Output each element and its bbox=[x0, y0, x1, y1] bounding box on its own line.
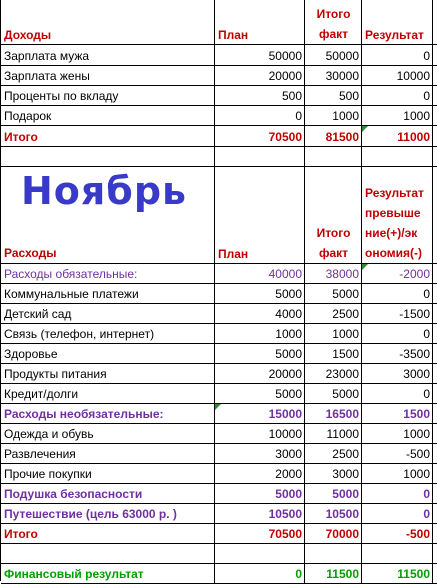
travel-result[interactable]: 0 bbox=[362, 504, 433, 524]
expense-row-name[interactable]: Кредит/долги bbox=[1, 384, 215, 404]
expense-row-fact[interactable]: 1500 bbox=[305, 344, 362, 364]
income-row-name[interactable]: Проценты по вкладу bbox=[1, 86, 215, 106]
edge-cell bbox=[433, 484, 437, 504]
expense-row-name[interactable]: Здоровье bbox=[1, 344, 215, 364]
income-row-result[interactable]: 0 bbox=[362, 45, 433, 66]
income-row-fact[interactable]: 30000 bbox=[305, 66, 362, 86]
optional-group-result[interactable]: 1500 bbox=[362, 404, 433, 424]
expense-row-result[interactable]: 0 bbox=[362, 284, 433, 304]
expense-row-plan[interactable]: 5000 bbox=[215, 344, 305, 364]
expense-row-plan[interactable]: 20000 bbox=[215, 364, 305, 384]
expense-row-fact[interactable]: 3000 bbox=[305, 464, 362, 484]
edge-cell bbox=[433, 384, 437, 404]
expense-row-plan[interactable]: 1000 bbox=[215, 324, 305, 344]
edge-cell bbox=[433, 364, 437, 384]
income-header-fact[interactable]: Итого факт bbox=[305, 0, 362, 45]
edge-cell bbox=[433, 106, 437, 126]
income-header-plan[interactable]: План bbox=[215, 0, 305, 45]
month-title: Ноябрь bbox=[21, 169, 188, 213]
expense-row-name[interactable]: Одежда и обувь bbox=[1, 424, 215, 444]
expense-row-plan[interactable]: 5000 bbox=[215, 384, 305, 404]
travel-plan[interactable]: 10500 bbox=[215, 504, 305, 524]
mandatory-group-fact[interactable]: 38000 bbox=[305, 264, 362, 284]
expense-row-result[interactable]: 3000 bbox=[362, 364, 433, 384]
edge-cell bbox=[433, 344, 437, 364]
edge-cell bbox=[433, 147, 437, 167]
expense-row-fact[interactable]: 23000 bbox=[305, 364, 362, 384]
income-row-fact[interactable]: 1000 bbox=[305, 106, 362, 126]
income-row-name[interactable]: Зарплата мужа bbox=[1, 45, 215, 66]
financial-result-plan[interactable]: 0 bbox=[215, 564, 305, 584]
edge-cell bbox=[433, 464, 437, 484]
expense-row-result[interactable]: -3500 bbox=[362, 344, 433, 364]
edge-cell bbox=[433, 0, 437, 45]
expense-row-name[interactable]: Коммунальные платежи bbox=[1, 284, 215, 304]
edge-cell bbox=[433, 444, 437, 464]
cushion-name[interactable]: Подушка безопасности bbox=[1, 484, 215, 504]
empty-cell[interactable] bbox=[1, 147, 215, 167]
empty-cell[interactable] bbox=[362, 544, 433, 564]
optional-group-plan[interactable]: 15000 bbox=[215, 404, 305, 424]
expense-row-name[interactable]: Продукты питания bbox=[1, 364, 215, 384]
expense-row-plan[interactable]: 3000 bbox=[215, 444, 305, 464]
expense-row-plan[interactable]: 10000 bbox=[215, 424, 305, 444]
expense-row-result[interactable]: -1500 bbox=[362, 304, 433, 324]
income-row-name[interactable]: Подарок bbox=[1, 106, 215, 126]
optional-group-fact[interactable]: 16500 bbox=[305, 404, 362, 424]
expense-row-result[interactable]: 1000 bbox=[362, 424, 433, 444]
edge-cell bbox=[433, 86, 437, 106]
travel-fact[interactable]: 10500 bbox=[305, 504, 362, 524]
expense-row-name[interactable]: Детский сад bbox=[1, 304, 215, 324]
income-row-plan[interactable]: 50000 bbox=[215, 45, 305, 66]
expense-row-plan[interactable]: 5000 bbox=[215, 284, 305, 304]
expense-row-result[interactable]: 0 bbox=[362, 384, 433, 404]
income-row-fact[interactable]: 500 bbox=[305, 86, 362, 106]
income-row-name[interactable]: Зарплата жены bbox=[1, 66, 215, 86]
empty-cell[interactable] bbox=[305, 544, 362, 564]
edge-cell bbox=[433, 304, 437, 324]
income-row-result[interactable]: 10000 bbox=[362, 66, 433, 86]
mandatory-group-result[interactable]: -2000 bbox=[362, 264, 433, 284]
edge-cell bbox=[433, 564, 437, 584]
income-total-name[interactable]: Итого bbox=[1, 126, 215, 147]
edge-cell bbox=[433, 66, 437, 86]
expense-row-plan[interactable]: 4000 bbox=[215, 304, 305, 324]
optional-group-name[interactable]: Расходы необязательные: bbox=[1, 404, 215, 424]
expenses-total-name[interactable]: Итого bbox=[1, 524, 215, 544]
empty-cell[interactable] bbox=[362, 147, 433, 167]
expense-row-fact[interactable]: 2500 bbox=[305, 444, 362, 464]
expense-row-name[interactable]: Развлечения bbox=[1, 444, 215, 464]
mandatory-group-plan[interactable]: 40000 bbox=[215, 264, 305, 284]
income-total-plan[interactable]: 70500 bbox=[215, 126, 305, 147]
edge-cell bbox=[433, 126, 437, 147]
edge-cell bbox=[433, 424, 437, 444]
cushion-fact[interactable]: 5000 bbox=[305, 484, 362, 504]
expenses-header-result[interactable]: Результат превыше ние(+)/эк ономия(-) bbox=[362, 167, 433, 264]
expense-row-result[interactable]: -500 bbox=[362, 444, 433, 464]
expense-row-result[interactable]: 0 bbox=[362, 324, 433, 344]
month-title-cell[interactable] bbox=[1, 167, 215, 264]
expenses-total-plan[interactable]: 70500 bbox=[215, 524, 305, 544]
expense-row-fact[interactable]: 5000 bbox=[305, 384, 362, 404]
expense-row-fact[interactable]: 2500 bbox=[305, 304, 362, 324]
edge-cell bbox=[433, 45, 437, 66]
edge-cell bbox=[433, 324, 437, 344]
income-row-result[interactable]: 0 bbox=[362, 86, 433, 106]
income-row-fact[interactable]: 50000 bbox=[305, 45, 362, 66]
edge-cell bbox=[433, 284, 437, 304]
empty-cell[interactable] bbox=[1, 544, 215, 564]
income-total-result[interactable]: 11000 bbox=[362, 126, 433, 147]
income-row-plan[interactable]: 20000 bbox=[215, 66, 305, 86]
expenses-header-plan[interactable]: План bbox=[215, 167, 305, 264]
edge-cell bbox=[433, 544, 437, 564]
income-row-plan[interactable]: 500 bbox=[215, 86, 305, 106]
expense-row-fact[interactable]: 11000 bbox=[305, 424, 362, 444]
edge-cell bbox=[433, 504, 437, 524]
expenses-header-name: Расходы bbox=[4, 246, 57, 260]
expense-row-name[interactable]: Прочие покупки bbox=[1, 464, 215, 484]
edge-cell bbox=[433, 404, 437, 424]
empty-cell[interactable] bbox=[305, 147, 362, 167]
financial-result-result[interactable]: 11500 bbox=[362, 564, 433, 584]
travel-name[interactable]: Путешествие (цель 63000 р. ) bbox=[1, 504, 215, 524]
cushion-result[interactable]: 0 bbox=[362, 484, 433, 504]
income-row-plan[interactable]: 0 bbox=[215, 106, 305, 126]
expense-row-name[interactable]: Связь (телефон, интернет) bbox=[1, 324, 215, 344]
cushion-plan[interactable]: 5000 bbox=[215, 484, 305, 504]
expense-row-fact[interactable]: 1000 bbox=[305, 324, 362, 344]
expenses-header-fact[interactable]: Итого факт bbox=[305, 167, 362, 264]
financial-result-name[interactable]: Финансовый результат bbox=[1, 564, 215, 584]
edge-cell bbox=[433, 524, 437, 544]
expenses-total-fact[interactable]: 70000 bbox=[305, 524, 362, 544]
income-header-result[interactable]: Результат bbox=[362, 0, 433, 45]
expense-row-result[interactable]: 1000 bbox=[362, 464, 433, 484]
empty-cell[interactable] bbox=[215, 147, 305, 167]
edge-cell bbox=[433, 167, 437, 264]
financial-result-fact[interactable]: 11500 bbox=[305, 564, 362, 584]
expenses-total-result[interactable]: -500 bbox=[362, 524, 433, 544]
edge-cell bbox=[433, 264, 437, 284]
income-row-result[interactable]: 1000 bbox=[362, 106, 433, 126]
mandatory-group-name[interactable]: Расходы обязательные: bbox=[1, 264, 215, 284]
expense-row-plan[interactable]: 2000 bbox=[215, 464, 305, 484]
income-total-fact[interactable]: 81500 bbox=[305, 126, 362, 147]
income-header-name[interactable]: Доходы bbox=[1, 0, 215, 45]
expense-row-fact[interactable]: 5000 bbox=[305, 284, 362, 304]
empty-cell[interactable] bbox=[215, 544, 305, 564]
